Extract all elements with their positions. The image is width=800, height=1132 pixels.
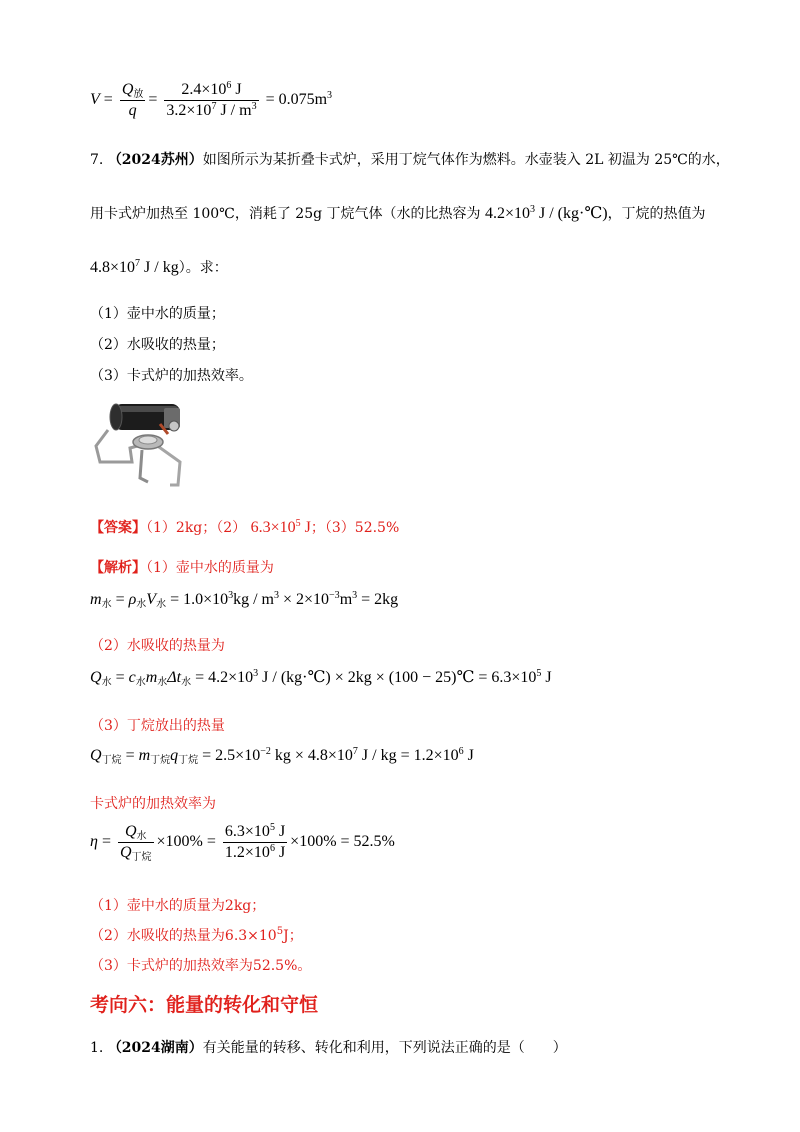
sub-question-2: （2）水吸收的热量； <box>90 337 225 353</box>
question-source: （2024苏州） <box>107 152 203 168</box>
sub-question-3: （3）卡式炉的加热效率。 <box>90 368 253 384</box>
analysis-step-4: 卡式炉的加热效率为 <box>90 796 216 812</box>
equation-butane-heat: $Q_{丁烷} = m_{丁烷}q_{丁烷} = 2.5\times 10^{-2}$ kg × $4.8\times 10^7$ J / kg = $1.2\times 10^6$ J <box>90 746 474 766</box>
equation-efficiency: η = $\frac{Q_水}{Q_{丁烷}}$ ×100% = $\frac{6.3\times 10^5 J}{1.2\times 10^6 J}$ ×100% = 52.5% <box>90 822 395 863</box>
analysis-step-3: （3）丁烷放出的热量 <box>90 718 225 734</box>
answer-tag: 【答案】 <box>90 520 146 536</box>
equation-water-mass: $m_水 = \rho_水V_水 = 1.0\times 10^3kg / m^3 \times 2\times 10^{-3}m^3 = 2kg$ <box>90 590 399 610</box>
fraction-q-ratio: $\frac{Q_水}{Q_{丁烷}}$ <box>119 823 152 863</box>
analysis-tag: 【解析】 <box>90 560 146 576</box>
question-7-line-3: $4.8\times 10^7$ J / kg）。求： <box>90 258 228 276</box>
sub-question-1: （1）壶中水的质量； <box>90 306 225 322</box>
fraction-q-over-q: $\frac{Q_放}{q}$ <box>121 81 144 119</box>
question-source: （2024湖南） <box>107 1040 203 1056</box>
fraction-heat-values: $\frac{6.3\times 10^5 J}{1.2\times 10^6 J}$ <box>224 822 286 861</box>
analysis-step-1: 【解析】（1）壶中水的质量为 <box>90 560 274 576</box>
analysis-step-2: （2）水吸收的热量为 <box>90 638 225 654</box>
question-7-line-2: 用卡式炉加热至 100℃，消耗了 25g 丁烷气体（水的比热容为 $4.2\times 10^3$ J / (kg·℃)，丁烷的热值为 <box>90 204 706 222</box>
conclusion-1: （1）壶中水的质量为2kg； <box>90 898 266 914</box>
question-7-line-1: 7. （2024苏州）如图所示为某折叠卡式炉，采用丁烷气体作为燃料。水壶装入 2L 初温为 25℃的水， <box>90 152 730 168</box>
section-heading: 考向六：能量的转化和守恒 <box>90 994 319 1016</box>
folding-card-stove-image <box>90 390 195 490</box>
volume-formula: V = $\frac{Q_放}{q}$ = $\frac{2.4\times 10^6 J}{3.2\times 10^7 J / m^3}$ = $0.075m^3$ <box>90 80 333 119</box>
conclusion-3: （3）卡式炉的加热效率为52.5%。 <box>90 958 312 974</box>
fraction-values: $\frac{2.4\times 10^6 J}{3.2\times 10^7 J / m^3}$ <box>166 80 257 119</box>
answer-line: 【答案】（1）2kg；（2） $6.3\times 10^5$ J；（3）52.5% <box>90 518 400 536</box>
equation-heat-absorbed: $Q_水 = c_水m_水\Delta t_水 = 4.2\times 10^3$ J / (kg·℃) × 2kg × (100 − 25)℃ = $6.3\times 10^5$ J <box>90 668 552 688</box>
question-1: 1. （2024湖南）有关能量的转移、转化和利用，下列说法正确的是（ ） <box>90 1040 567 1056</box>
conclusion-2: （2）水吸收的热量为$6.3\times 10^5J$； <box>90 926 303 944</box>
